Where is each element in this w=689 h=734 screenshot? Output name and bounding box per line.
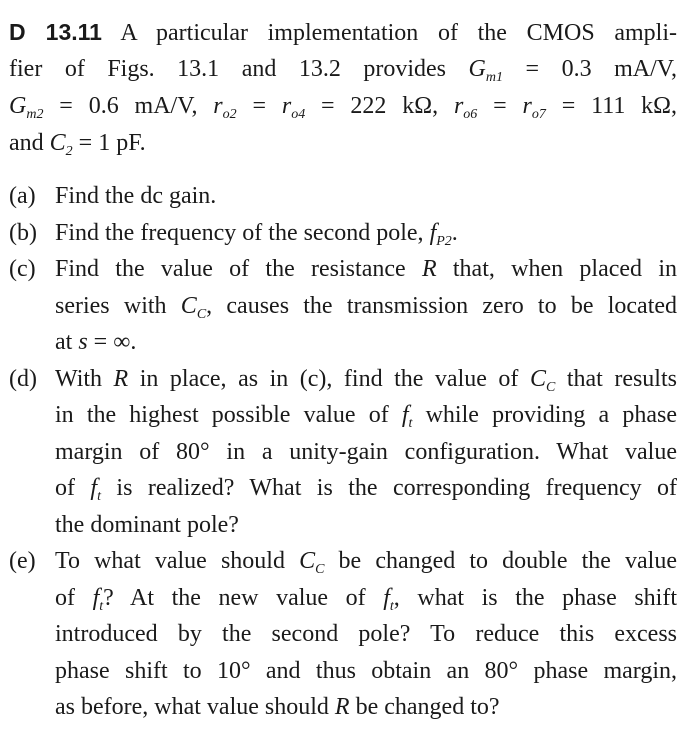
- math-variable: $r_{o6}$: [453, 93, 478, 122]
- text-line: [55, 580, 677, 617]
- text-run: = 1 pF.: [72, 130, 146, 156]
- math-variable: $G_{m1}$: [468, 56, 504, 85]
- subscript: m1: [485, 70, 504, 85]
- subscript: C: [545, 379, 556, 395]
- math-variable: $C_2$: [49, 130, 73, 159]
- text-run: introduced by the second pole? To reduce this excess: [55, 621, 677, 647]
- text-run: phase shift to 10° and thus obtain an 80° phase margin,: [55, 657, 677, 684]
- text-run: = 111 kΩ,: [545, 93, 677, 119]
- part-label: (e): [9, 548, 36, 574]
- subscript: C: [196, 306, 207, 322]
- text-run: To what value should: [55, 548, 300, 574]
- text-run: series with: [55, 292, 181, 319]
- part-label: (b): [9, 219, 37, 246]
- text-run: =: [477, 93, 523, 119]
- part-label: (a): [9, 183, 36, 209]
- math-variable: $f_{P2}$: [429, 219, 452, 249]
- text-run: fier of Figs. 13.1 and 13.2 provides: [9, 56, 469, 82]
- text-line: [55, 689, 677, 726]
- text-run: that results: [555, 365, 677, 392]
- problem-number: D 13.11: [9, 19, 102, 45]
- text-line: [55, 288, 677, 325]
- math-variable: R: [113, 365, 129, 392]
- problem-part: [9, 251, 677, 361]
- subscript: o2: [222, 107, 237, 122]
- text-run: = 222 kΩ,: [305, 93, 454, 119]
- text-line: [55, 361, 677, 398]
- text-run: =: [236, 93, 282, 119]
- problem-part: [9, 361, 677, 544]
- text-line: [55, 507, 677, 544]
- text-line: [55, 397, 677, 434]
- text-run: of: [55, 475, 91, 501]
- text-run: at: [55, 329, 79, 355]
- text-run: in the highest possible value of: [55, 402, 402, 428]
- text-run: , what is the phase shift: [393, 584, 677, 611]
- text-run: .: [451, 219, 458, 246]
- text-run: margin of 80° in a unity-gain configuration. What value: [55, 438, 677, 465]
- text-run: and: [9, 130, 50, 156]
- text-run: A particular implementation of the CMOS ampli-: [101, 20, 677, 46]
- text-line: [55, 616, 677, 653]
- subscript: C: [315, 562, 325, 577]
- text-line: [55, 543, 677, 580]
- math-variable: $r_{o4}$: [281, 93, 306, 122]
- text-line: [55, 470, 677, 507]
- text-line: [55, 324, 677, 361]
- subscript: m2: [26, 107, 44, 122]
- subscript: 2: [65, 144, 73, 159]
- text-run: Find the dc gain.: [55, 183, 217, 209]
- text-line: [9, 88, 677, 125]
- text-run: that, when placed in: [436, 256, 677, 282]
- math-variable: $f_t$: [401, 402, 413, 431]
- subscript: t: [97, 489, 101, 504]
- text-run: is realized? What is the corresponding frequency of: [100, 475, 677, 501]
- text-run: With: [55, 365, 114, 392]
- math-variable: R: [334, 694, 350, 720]
- problem-part: [9, 178, 677, 215]
- text-run: in place, as in (c), find the value of: [128, 365, 530, 392]
- math-variable: $r_{o7}$: [522, 93, 546, 122]
- text-run: while providing a phase: [412, 402, 677, 428]
- math-variable: $f_t$: [90, 475, 101, 504]
- problem-statement: [9, 14, 677, 162]
- text-run: = 0.3 mA/V,: [503, 56, 677, 82]
- subscript: P2: [436, 233, 452, 249]
- problem-part: [9, 543, 677, 726]
- text-run: = ∞.: [87, 329, 137, 355]
- text-run: as before, what value should: [55, 694, 335, 720]
- text-line: [55, 251, 677, 288]
- problem-document: [9, 14, 677, 726]
- text-run: ? At the new value of: [103, 584, 384, 611]
- math-variable: R: [421, 256, 437, 282]
- text-run: Find the frequency of the second pole,: [55, 219, 430, 246]
- text-run: = 0.6 mA/V,: [43, 93, 214, 119]
- math-variable: $G_{m2}$: [9, 93, 44, 122]
- math-variable: $f_t$: [92, 584, 104, 614]
- subscript: t: [408, 416, 413, 431]
- text-line: [55, 215, 677, 252]
- text-line: [9, 14, 677, 51]
- math-variable: $f_t$: [383, 584, 394, 614]
- subscript: o6: [463, 107, 478, 122]
- text-line: [55, 653, 677, 690]
- math-variable: $r_{o2}$: [213, 93, 237, 122]
- subscript: t: [389, 598, 394, 614]
- text-line: [55, 178, 677, 215]
- part-label: (d): [9, 365, 37, 392]
- text-line: [9, 125, 677, 162]
- text-line: [55, 434, 677, 471]
- text-run: Find the value of the resistance: [55, 256, 422, 282]
- subscript: o7: [531, 107, 546, 122]
- math-variable: $C_C$: [299, 548, 325, 577]
- problem-part: [9, 215, 677, 252]
- text-run: the dominant pole?: [55, 511, 239, 538]
- text-run: be changed to?: [349, 694, 500, 720]
- math-variable: $C_C$: [529, 365, 556, 395]
- subscript: t: [99, 598, 104, 614]
- problem-parts: [9, 178, 677, 726]
- text-run: be changed to double the value: [324, 548, 678, 574]
- math-variable: $C_C$: [180, 292, 207, 322]
- math-variable: s: [78, 329, 88, 355]
- text-run: , causes the transmission zero to be located: [206, 292, 678, 319]
- part-label: (c): [9, 256, 36, 282]
- text-run: of: [55, 584, 93, 611]
- text-line: [9, 51, 677, 88]
- subscript: o4: [291, 107, 306, 122]
